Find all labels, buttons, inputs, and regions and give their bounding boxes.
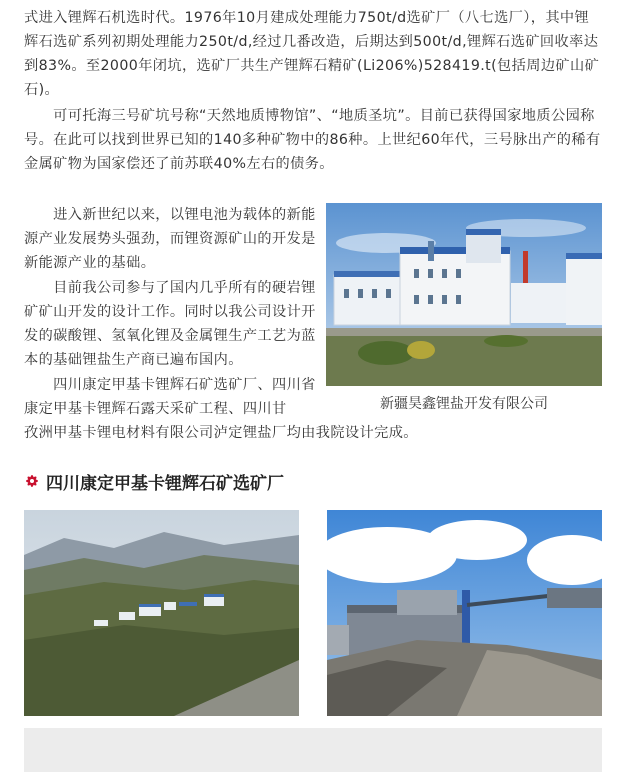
- paragraph-new-century: 进入新世纪以来，以锂电池为载体的新能源产业发展势头强劲，而锂资源矿山的开发是新能源产业的基础。: [24, 207, 316, 271]
- processing-plant-photo: [327, 510, 602, 716]
- factory-photo: [326, 203, 602, 386]
- flower-icon: [24, 473, 40, 489]
- paragraph-intro: 式进入锂辉石机选时代。1976年10月建成处理能力750t/d选矿厂（八七选厂），其中锂辉石选矿系列初期处理能力250t/d,经过几番改造，后期达到500t/d,锂辉石选矿回收率达到83%。至2000年闭坑，选矿厂共生产锂辉石精矿(Li206%)528419.t(包括周边矿山矿石)。: [24, 10, 600, 98]
- bottom-gray-panel: [24, 728, 602, 772]
- section-title-text: 四川康定甲基卡锂辉石矿选矿厂: [46, 473, 284, 494]
- factory-photo-caption: 新疆昊鑫锂盐开发有限公司: [380, 396, 548, 412]
- mountain-mine-photo: [24, 510, 299, 716]
- paragraph-company-design: 目前我公司参与了国内几乎所有的硬岩锂矿矿山开发的设计工作。同时以我公司设计开发的碳酸锂、氢氧化锂及金属锂生产工艺为蓝本的基础锂盐生产商已遍布国内。: [24, 280, 316, 368]
- paragraph-museum: 可可托海三号矿坑号称“天然地质博物馆”、“地质圣坑”。目前已获得国家地质公园称号。在此可以找到世界已知的140多种矿物中的86种。上世纪60年代，三号脉出产的稀有金属矿物为国家偿还了前苏联40%左右的债务。: [24, 108, 601, 172]
- paragraph-projects: 四川康定甲基卡锂辉石矿选矿厂、四川省康定甲基卡锂辉石露天采矿工程、四川甘: [24, 377, 316, 417]
- section-title: [24, 470, 284, 492]
- paragraph-projects-end: 孜洲甲基卡锂电材料有限公司泸定锂盐厂均由我院设计完成。: [24, 425, 418, 441]
